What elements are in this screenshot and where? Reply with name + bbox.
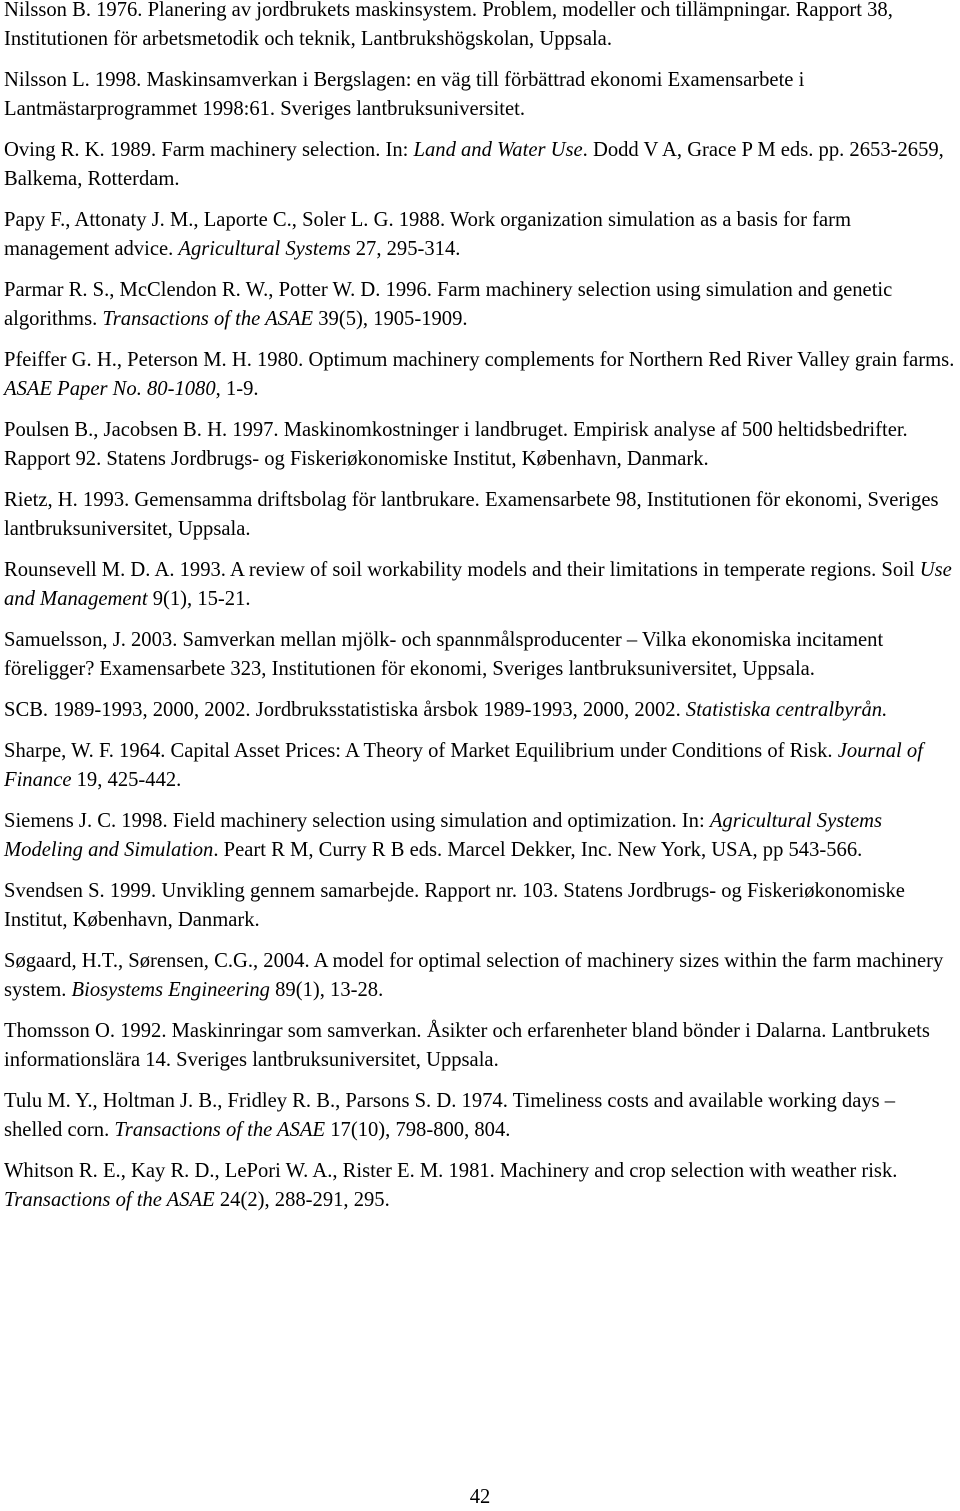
- reference-journal: Agricultural Systems: [178, 238, 351, 260]
- reference-text: 9(1), 15-21.: [147, 588, 251, 610]
- reference-text: Parmar R. S., McClendon R. W., Potter W. D. 1996. Farm machinery selection using simulation and genetic algorithms.: [4, 279, 893, 330]
- reference-text: Sharpe, W. F. 1964. Capital Asset Prices: A Theory of Market Equilibrium under Conditions of Risk.: [4, 740, 838, 762]
- reference-journal: Transactions of the ASAE: [102, 308, 314, 330]
- reference-entry: [4, 696, 956, 725]
- reference-entry: [4, 556, 956, 614]
- reference-text: SCB. 1989-1993, 2000, 2002. Jordbruksstatistiska årsbok 1989-1993, 2000, 2002.: [4, 699, 686, 721]
- reference-text: Samuelsson, J. 2003. Samverkan mellan mjölk- och spannmålsproducenter – Vilka ekonomiska incitament föreligger? Examensarbete 323, Institutionen för ekonomi, Sveriges lantbruksuniversitet, Uppsala.: [4, 629, 884, 680]
- reference-text: . Peart R M, Curry R B eds. Marcel Dekker, Inc. New York, USA, pp 543-566.: [213, 839, 863, 861]
- reference-text: Thomsson O. 1992. Maskinringar som samverkan. Åsikter och erfarenheter bland bönder i Dalarna. Lantbrukets informationslära 14. Sveriges lantbruksuniversitet, Uppsala.: [4, 1020, 930, 1071]
- reference-text: 27, 295-314.: [350, 238, 461, 260]
- reference-text: Svendsen S. 1999. Unvikling gennem samarbejde. Rapport nr. 103. Statens Jordbrugs- og Fiskeriøkonomiske Institut, København, Danmark.: [4, 880, 905, 931]
- reference-title: Agricultural Systems Modeling and Simulation: [4, 810, 882, 861]
- reference-entry: [4, 136, 956, 194]
- reference-text: 24(2), 288-291, 295.: [214, 1189, 390, 1211]
- reference-entry: [4, 276, 956, 334]
- page-number: 42: [469, 1486, 491, 1508]
- reference-text: Søgaard, H.T., Sørensen, C.G., 2004. A model for optimal selection of machinery sizes within the farm machinery system.: [4, 950, 944, 1001]
- reference-text: Rietz, H. 1993. Gemensamma driftsbolag för lantbrukare. Examensarbete 98, Institutionen för ekonomi, Sveriges lantbruksuniversitet, Uppsala.: [4, 489, 939, 540]
- reference-text: . Dodd V A, Grace P M eds. pp. 2653-2659, Balkema, Rotterdam.: [4, 139, 944, 190]
- reference-entry: [4, 346, 956, 404]
- reference-journal: ASAE Paper No. 80-1080: [4, 378, 216, 400]
- reference-text: Papy F., Attonaty J. M., Laporte C., Soler L. G. 1988. Work organization simulation as a basis for farm management advice.: [4, 209, 852, 260]
- reference-entry: [4, 66, 956, 124]
- reference-entry: [4, 877, 956, 935]
- reference-entry: [4, 416, 956, 474]
- reference-entry: [4, 947, 956, 1005]
- reference-text: 17(10), 798-800, 804.: [325, 1119, 511, 1141]
- reference-text: 39(5), 1905-1909.: [313, 308, 468, 330]
- reference-text: Pfeiffer G. H., Peterson M. H. 1980. Optimum machinery complements for Northern Red River Valley grain farms.: [4, 349, 955, 371]
- reference-journal: Biosystems Engineering: [71, 979, 270, 1001]
- reference-entry: [4, 1157, 956, 1215]
- reference-entry: [4, 737, 956, 795]
- reference-entry: [4, 1087, 956, 1145]
- reference-journal: Transactions of the ASAE: [114, 1119, 326, 1141]
- reference-text: Oving R. K. 1989. Farm machinery selection. In:: [4, 139, 414, 161]
- reference-text: Nilsson B. 1976. Planering av jordbrukets maskinsystem. Problem, modeller och tillämpningar. Rapport 38, Institutionen för arbetsmetodik och teknik, Lantbrukshögskolan, Uppsala.: [4, 0, 893, 50]
- reference-entry: [4, 807, 956, 865]
- reference-entry: [4, 206, 956, 264]
- reference-list: [4, 0, 956, 1227]
- reference-text: Whitson R. E., Kay R. D., LePori W. A., Rister E. M. 1981. Machinery and crop selection with weather risk.: [4, 1160, 898, 1182]
- reference-text: Nilsson L. 1998. Maskinsamverkan i Bergslagen: en väg till förbättrad ekonomi Examensarbete i Lantmästarprogrammet 1998:61. Sveriges lantbruksuniversitet.: [4, 69, 805, 120]
- reference-text: Rounsevell M. D. A. 1993. A review of soil workability models and their limitations in temperate regions. Soil: [4, 559, 920, 581]
- reference-entry: [4, 1017, 956, 1075]
- reference-text: 19, 425-442.: [71, 769, 182, 791]
- reference-text: Tulu M. Y., Holtman J. B., Fridley R. B., Parsons S. D. 1974. Timeliness costs and available working days – shelled corn.: [4, 1090, 896, 1141]
- reference-title: Land and Water Use: [413, 139, 583, 161]
- reference-text: , 1-9.: [215, 378, 259, 400]
- reference-publisher: Statistiska centralbyrån.: [685, 699, 888, 721]
- reference-journal: Use and Management: [4, 559, 952, 610]
- reference-text: 89(1), 13-28.: [269, 979, 384, 1001]
- reference-text: Poulsen B., Jacobsen B. H. 1997. Maskinomkostninger i landbruget. Empirisk analyse af 500 heltidsbedrifter. Rapport 92. Statens Jordbrugs- og Fiskeriøkonomiske Institut, København, Danmark.: [4, 419, 908, 470]
- reference-entry: [4, 0, 956, 54]
- reference-entry: [4, 486, 956, 544]
- reference-entry: [4, 626, 956, 684]
- reference-text: Siemens J. C. 1998. Field machinery selection using simulation and optimization. In:: [4, 810, 710, 832]
- reference-journal: Journal of Finance: [4, 740, 923, 791]
- reference-journal: Transactions of the ASAE: [4, 1189, 215, 1211]
